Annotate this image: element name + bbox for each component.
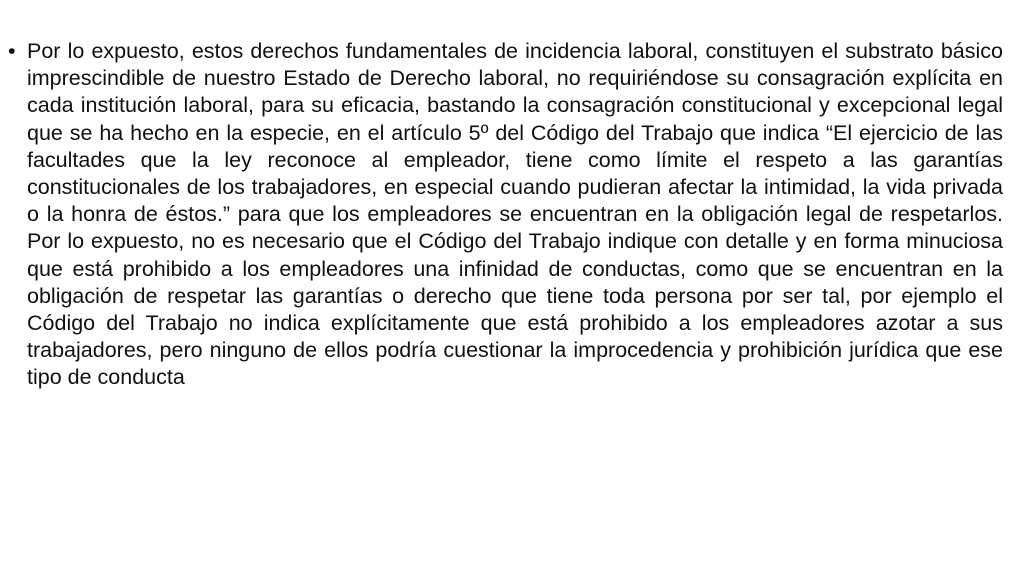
bullet-list (0, 38, 1024, 392)
bullet-icon: • (8, 39, 16, 63)
bullet-text: Por lo expuesto, estos derechos fundamentales de incidencia laboral, constituyen el substrato básico imprescindible de nuestro Estado de Derecho laboral, no requiriéndose su consagración explícita en cada institución laboral, para su eficacia, bastando la consagración constitucional y excepcional legal que se ha hecho en la especie, en el artículo 5º del Código del Trabajo que indica “El ejercicio de las facultades que la ley reconoce al empleador, tiene como límite el respeto a las garantías constitucionales de los trabajadores, en especial cuando pudieran afectar la intimidad, la vida privada o la honra de éstos.” para que los empleadores se encuentran en la obligación legal de respetarlos. Por lo expuesto, no es necesario que el Código del Trabajo indique con detalle y en forma minuciosa que está prohibido a los empleadores una infinidad de conductas, como que se encuentran en la obligación de respetar las garantías o derecho que tiene toda persona por ser tal, por ejemplo el Código del Trabajo no indica explícitamente que está prohibido a los empleadores azotar a sus trabajadores, pero ninguno de ellos podría cuestionar la improcedencia y prohibición jurídica que ese tipo de conducta (27, 39, 1003, 390)
bullet-item (8, 38, 1015, 392)
